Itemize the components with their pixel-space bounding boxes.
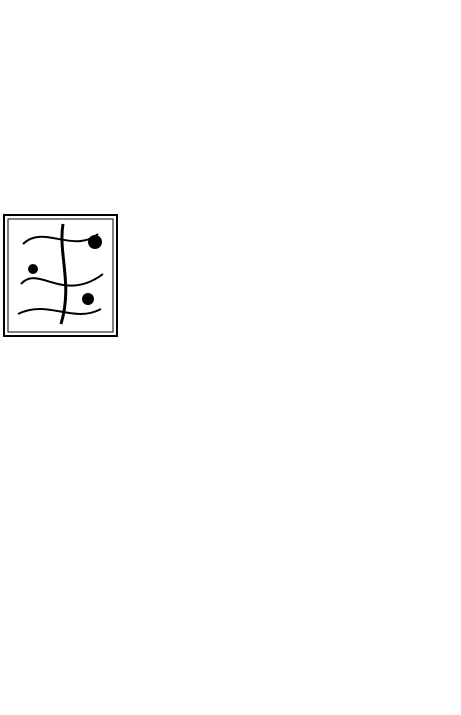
decorated-initial-illustration (3, 214, 118, 337)
